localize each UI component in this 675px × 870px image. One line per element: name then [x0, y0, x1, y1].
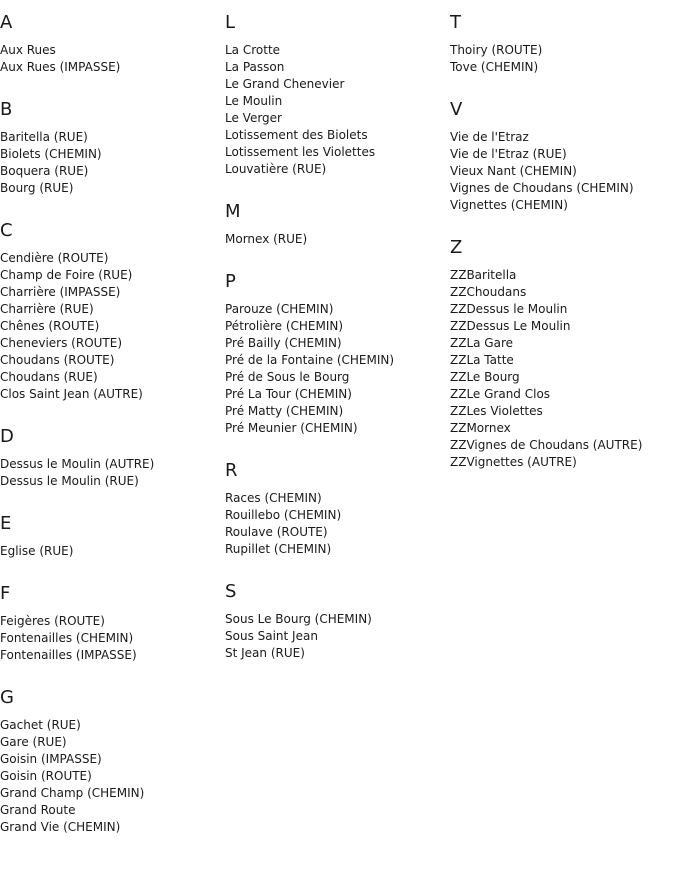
street-name: Champ de Foire (RUE) [0, 268, 133, 282]
street-name: Roulave (ROUTE) [225, 525, 328, 539]
section-letter-heading: D [0, 426, 14, 447]
street-name: La Passon [225, 60, 285, 74]
street-name: Sous Saint Jean [225, 629, 318, 643]
section-letter-heading: V [450, 99, 463, 120]
street-name: ZZLa Tatte [450, 353, 514, 367]
street-name: Vie de l'Etraz [450, 130, 529, 144]
street-name: ZZMornex [450, 421, 511, 435]
letter-section [0, 513, 220, 560]
section-letter-heading: B [0, 99, 13, 120]
street-list [0, 250, 220, 403]
street-list [225, 42, 445, 178]
street-name: Vignettes (CHEMIN) [450, 198, 568, 212]
street-name: Rupillet (CHEMIN) [225, 542, 332, 556]
street-name: Aux Rues [0, 43, 56, 57]
column-2 [225, 12, 445, 685]
street-name: Tove (CHEMIN) [450, 60, 539, 74]
street-name: Choudans (RUE) [0, 370, 98, 384]
street-name: Pré de Sous le Bourg [225, 370, 350, 384]
letter-section [225, 201, 445, 248]
street-name: ZZChoudans [450, 285, 527, 299]
street-name: ZZLe Grand Clos [450, 387, 551, 401]
letter-section [0, 99, 220, 197]
section-letter-heading: A [0, 12, 13, 33]
street-name: ZZVignes de Choudans (AUTRE) [450, 438, 643, 452]
street-list [225, 611, 445, 662]
section-letter-heading: T [450, 12, 461, 33]
letter-section [450, 99, 675, 214]
street-name: Chênes (ROUTE) [0, 319, 100, 333]
section-letter-heading: Z [450, 237, 463, 258]
street-name: St Jean (RUE) [225, 646, 305, 660]
street-name: Biolets (CHEMIN) [0, 147, 102, 161]
street-list [0, 613, 220, 664]
section-letter-heading: S [225, 581, 237, 602]
street-list [450, 42, 675, 76]
street-name: Le Moulin [225, 94, 283, 108]
section-letter-heading: F [0, 583, 11, 604]
street-name: Mornex (RUE) [225, 232, 308, 246]
street-list [0, 717, 220, 836]
street-name: ZZDessus Le Moulin [450, 319, 571, 333]
street-name: Parouze (CHEMIN) [225, 302, 334, 316]
street-name: Fontenailles (IMPASSE) [0, 648, 137, 662]
street-list [225, 490, 445, 558]
street-name: Thoiry (ROUTE) [450, 43, 543, 57]
section-letter-heading: C [0, 220, 13, 241]
street-name: Dessus le Moulin (AUTRE) [0, 457, 155, 471]
street-name: Le Verger [225, 111, 282, 125]
section-letter-heading: L [225, 12, 236, 33]
letter-section [0, 12, 220, 76]
street-name: ZZBaritella [450, 268, 517, 282]
street-name: Lotissement des Biolets [225, 128, 368, 142]
street-name: Goisin (ROUTE) [0, 769, 92, 783]
street-name: Grand Champ (CHEMIN) [0, 786, 145, 800]
street-name: Lotissement les Violettes [225, 145, 376, 159]
street-name: Vignes de Choudans (CHEMIN) [450, 181, 634, 195]
street-name: Boquera (RUE) [0, 164, 89, 178]
street-name: Pré Matty (CHEMIN) [225, 404, 344, 418]
street-list [0, 129, 220, 197]
street-list [450, 129, 675, 214]
street-name: La Crotte [225, 43, 281, 57]
section-letter-heading: G [0, 687, 14, 708]
street-list [0, 456, 220, 490]
street-list [0, 543, 220, 560]
section-letter-heading: R [225, 460, 238, 481]
street-name: Gachet (RUE) [0, 718, 81, 732]
street-name: Grand Route [0, 803, 76, 817]
street-name: Goisin (IMPASSE) [0, 752, 102, 766]
street-name: Pré Bailly (CHEMIN) [225, 336, 342, 350]
street-name: ZZDessus le Moulin [450, 302, 568, 316]
section-letter-heading: E [0, 513, 12, 534]
street-name: Cendière (ROUTE) [0, 251, 109, 265]
street-name: Baritella (RUE) [0, 130, 88, 144]
column-3 [450, 12, 675, 494]
street-name: Cheneviers (ROUTE) [0, 336, 123, 350]
street-name: Louvatière (RUE) [225, 162, 327, 176]
letter-section [225, 12, 445, 178]
street-name: Aux Rues (IMPASSE) [0, 60, 121, 74]
street-name: ZZLa Gare [450, 336, 513, 350]
street-name: Dessus le Moulin (RUE) [0, 474, 139, 488]
street-name: Le Grand Chenevier [225, 77, 345, 91]
street-name: ZZLes Violettes [450, 404, 543, 418]
letter-section [225, 581, 445, 662]
street-name: ZZLe Bourg [450, 370, 520, 384]
street-list [450, 267, 675, 471]
street-name: Eglise (RUE) [0, 544, 74, 558]
street-name: Sous Le Bourg (CHEMIN) [225, 612, 372, 626]
street-name: Choudans (ROUTE) [0, 353, 115, 367]
street-name: Races (CHEMIN) [225, 491, 322, 505]
letter-section [225, 271, 445, 437]
street-name: Vie de l'Etraz (RUE) [450, 147, 567, 161]
column-1 [0, 12, 220, 859]
street-name: Feigères (ROUTE) [0, 614, 105, 628]
letter-section [0, 220, 220, 403]
street-name: Pétrolière (CHEMIN) [225, 319, 344, 333]
street-name: Grand Vie (CHEMIN) [0, 820, 121, 834]
letter-section [0, 687, 220, 836]
street-name: Gare (RUE) [0, 735, 67, 749]
section-letter-heading: P [225, 271, 236, 292]
street-name: ZZVignettes (AUTRE) [450, 455, 577, 469]
letter-section [225, 460, 445, 558]
section-letter-heading: M [225, 201, 241, 222]
street-list [225, 231, 445, 248]
street-name: Charrière (IMPASSE) [0, 285, 121, 299]
street-name: Pré de la Fontaine (CHEMIN) [225, 353, 395, 367]
street-list [225, 301, 445, 437]
letter-section [450, 237, 675, 471]
letter-section [450, 12, 675, 76]
letter-section [0, 426, 220, 490]
street-name: Clos Saint Jean (AUTRE) [0, 387, 143, 401]
street-name: Rouillebo (CHEMIN) [225, 508, 342, 522]
letter-section [0, 583, 220, 664]
street-name: Vieux Nant (CHEMIN) [450, 164, 577, 178]
street-list [0, 42, 220, 76]
street-name: Pré Meunier (CHEMIN) [225, 421, 358, 435]
street-name: Charrière (RUE) [0, 302, 94, 316]
street-name: Fontenailles (CHEMIN) [0, 631, 134, 645]
street-name: Pré La Tour (CHEMIN) [225, 387, 352, 401]
street-name: Bourg (RUE) [0, 181, 74, 195]
